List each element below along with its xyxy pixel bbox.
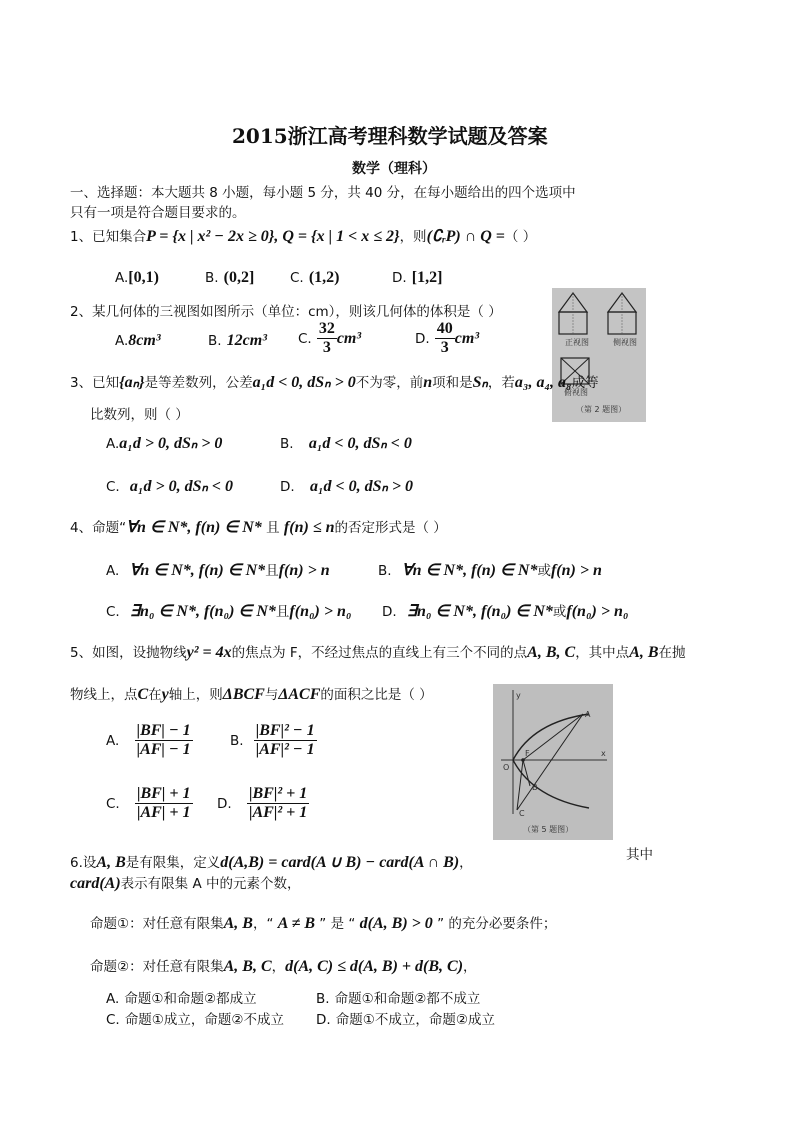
q2-c-unit: cm³	[336, 330, 362, 347]
q2-c-numerator: 32	[318, 320, 335, 337]
q2-b-label: B.	[208, 333, 222, 349]
q2-fig-label-side: 侧视图	[613, 338, 637, 347]
q6-d-label: D.	[316, 1012, 331, 1028]
q2-c-fraction	[317, 320, 337, 357]
q5-a-label: A.	[106, 733, 120, 749]
q6-c-label: C.	[106, 1012, 120, 1028]
q5-text-3: ，其中点	[575, 645, 630, 661]
q2-d-label: D.	[415, 331, 430, 347]
q4-option-d	[382, 600, 628, 621]
q5-a-denominator: |AF| − 1	[136, 741, 191, 758]
q2-fig-caption: （第 2 题图）	[576, 405, 627, 414]
q6-stem-line2	[70, 872, 300, 893]
q3-text-1: 3、已知	[70, 375, 120, 391]
q6-claim-2	[90, 955, 477, 976]
q4-c-expr-2: f(n₀) > n₀	[289, 603, 352, 620]
q3-c-value: a₁d > 0, dSₙ < 0	[129, 478, 233, 495]
q1-option-a	[115, 267, 159, 287]
q3-d-value: a₁d < 0, dSₙ > 0	[309, 478, 414, 495]
q3-terms: a₃, a₄, a₈	[514, 374, 572, 391]
q4-text-3: 的否定形式是（ ）	[334, 520, 447, 536]
q1-a-label: A.	[115, 270, 129, 286]
q2-b-value: 12cm³	[226, 332, 267, 349]
q2-fig-label-front: 正视图	[565, 338, 589, 347]
q1-a-value: [0,1)	[128, 269, 159, 286]
q4-b-expr: ∀n ∈ N*, f(n) ∈ N*	[401, 562, 538, 579]
q5-option-c	[106, 785, 193, 822]
q5-fig-f-label: F	[525, 749, 530, 758]
q5-b-denominator: |AF|² − 1	[255, 741, 315, 758]
q4-b-label: B.	[378, 563, 392, 579]
q2-a-value: 8cm³	[128, 332, 161, 349]
q4-b-conj: 或	[537, 563, 551, 579]
q5-text-1: 5、如图，设抛物线	[70, 645, 187, 661]
q3-d: a₁d < 0, dSₙ > 0	[252, 374, 356, 391]
q5-text-4: 在抛	[658, 645, 686, 661]
q4-expr-2: f(n) ≤ n	[283, 519, 335, 536]
q5-c-fraction	[135, 785, 193, 822]
q6-c1-ab: A, B	[223, 915, 253, 932]
q5-c-denominator: |AF| + 1	[136, 804, 191, 821]
q6-c2-text-3: ，	[463, 959, 477, 975]
q6-b-value: 命题①和命题②都不成立	[334, 991, 481, 1007]
q6-ab: A, B	[96, 854, 126, 871]
q3-d-label: D.	[280, 479, 295, 495]
q5-fig-x-label: x	[601, 749, 606, 758]
q5-parabola-figure	[493, 684, 613, 840]
q5-text-2: 的焦点为 F，不经过焦点的直线上有三个不同的点	[231, 645, 528, 661]
q6-definition: d(A,B) = card(A ∪ B) − card(A ∩ B)	[220, 854, 460, 871]
q3-option-c	[106, 476, 233, 496]
question-4-stem	[70, 516, 447, 537]
q2-d-unit: cm³	[454, 330, 480, 347]
q5-fig-y-label: y	[516, 691, 521, 700]
q5-points: A, B, C	[527, 644, 576, 661]
q5-parabola: y² = 4x	[186, 644, 232, 661]
q1-d-label: D.	[392, 270, 407, 286]
q3-c-label: C.	[106, 479, 120, 495]
q1-b-label: B.	[205, 270, 219, 286]
question-3-stem	[70, 371, 599, 392]
q6-option-a	[106, 987, 257, 1007]
question-5-stem	[70, 641, 686, 662]
q2-d-denominator: 3	[440, 339, 449, 356]
q6-b-label: B.	[316, 991, 330, 1007]
q5-l2-text-5: 的面积之比是（ ）	[320, 687, 433, 703]
q5-option-d	[217, 785, 309, 822]
page-subtitle: 数学（理科）	[352, 161, 436, 177]
question-1-stem	[70, 225, 536, 246]
q1-b-value: (0,2]	[223, 269, 255, 286]
q6-c2-ineq: d(A, C) ≤ d(A, B) + d(B, C)	[285, 958, 464, 975]
q5-option-a	[106, 722, 193, 759]
q5-triangle-1: ΔBCF	[222, 686, 265, 703]
q2-fig-label-top: 俯视图	[564, 388, 588, 397]
q2-c-label: C.	[298, 331, 312, 347]
q6-text-2: 是有限集，定义	[125, 855, 221, 871]
q1-blank: （ ）	[504, 229, 537, 245]
q3-a-label: A.	[106, 436, 120, 452]
q4-d-expr: ∃n₀ ∈ N*, f(n₀) ∈ N*	[406, 603, 553, 620]
q5-stem-line2	[70, 683, 433, 704]
q5-b-label: B.	[230, 733, 244, 749]
q4-option-a	[106, 559, 330, 580]
page-title: 2015浙江高考理科数学试题及答案	[232, 124, 548, 148]
q6-option-b	[316, 987, 480, 1007]
q4-c-conj: 且	[275, 604, 290, 620]
q5-a-fraction	[135, 722, 193, 759]
q2-three-view-drawing	[552, 288, 646, 422]
q5-c-label: C.	[106, 796, 120, 812]
section-instructions-line2: 只有一项是符合题目要求的。	[70, 205, 246, 221]
q6-c1-d: d(A, B) > 0	[359, 915, 433, 932]
q2-c-denominator: 3	[322, 339, 331, 356]
q3-text-3: 不为零，前	[355, 375, 424, 391]
q3-a-value: a₁d > 0, dSₙ > 0	[119, 435, 223, 452]
q6-c2-text-2: ，	[271, 959, 286, 975]
q2-d-fraction	[435, 320, 455, 357]
section-instructions-line1: 一、选择题：本大题共 8 小题，每小题 5 分，共 40 分，在每小题给出的四个选项中	[70, 185, 576, 201]
q6-c1-text-1: 命题①：对任意有限集	[90, 916, 224, 932]
question-2-stem: 2、某几何体的三视图如图所示（单位：cm），则该几何体的体积是（ ）	[70, 304, 502, 320]
q4-a-label: A.	[106, 563, 120, 579]
q2-three-view-figure	[552, 288, 646, 422]
q4-a-conj: 且	[265, 563, 279, 579]
q6-option-c	[106, 1008, 284, 1028]
q3-sequence: {aₙ}	[119, 374, 145, 391]
q2-option-c	[298, 320, 361, 357]
q6-option-d	[316, 1008, 495, 1028]
q3-text-6: 成等	[571, 375, 599, 391]
q5-fig-c-label: C	[519, 809, 525, 818]
q6-c1-neq: A ≠ B	[277, 915, 315, 932]
q6-claim-1	[90, 912, 556, 933]
q4-a-expr-2: f(n) > n	[278, 562, 330, 579]
q6-d-value: 命题①不成立，命题②成立	[335, 1012, 495, 1028]
q2-option-d	[415, 320, 479, 357]
q4-text-2: 且	[261, 520, 284, 536]
q3-option-b	[280, 433, 412, 453]
q3-text-4: 项和是	[432, 375, 473, 391]
q1-prefix: 1、已知集合	[70, 229, 147, 245]
q5-option-b	[230, 722, 317, 759]
q6-a-value: 命题①和命题②都成立	[124, 991, 257, 1007]
q5-fig-a-label: A	[585, 710, 591, 719]
q2-option-b	[208, 330, 267, 350]
q6-c2-text-1: 命题②：对任意有限集	[90, 959, 224, 975]
q3-option-d	[280, 476, 413, 496]
q4-text-1: 4、命题“	[70, 520, 127, 536]
q3-n: n	[423, 374, 433, 391]
q4-expr-1: ∀n ∈ N*, f(n) ∈ N*	[126, 519, 262, 536]
q2-d-numerator: 40	[436, 320, 453, 337]
q1-middle: ，则	[399, 229, 427, 245]
q1-option-b	[205, 267, 254, 287]
q1-sets: P = {x | x² − 2x ≥ 0}, Q = {x | 1 < x ≤ 2}	[146, 228, 400, 245]
q6-card: card(A)	[70, 875, 121, 892]
q5-c: C	[137, 686, 149, 703]
q4-d-expr-2: f(n₀) > n₀	[566, 603, 629, 620]
q3-stem-line2: 比数列，则（ ）	[90, 407, 189, 423]
q4-option-c	[106, 600, 351, 621]
q5-parabola-drawing	[493, 684, 613, 840]
q5-b-numerator: |BF|² − 1	[255, 722, 315, 739]
q5-l2-text-1: 物线上，点	[70, 687, 138, 703]
q4-c-expr: ∃n₀ ∈ N*, f(n₀) ∈ N*	[129, 603, 276, 620]
q5-fig-o-label: O	[503, 763, 510, 772]
q5-triangle-2: ΔACF	[278, 686, 321, 703]
q3-b-value: a₁d < 0, dSₙ < 0	[308, 435, 412, 452]
question-6-stem	[70, 851, 473, 872]
q3-text-5: ，若	[487, 375, 515, 391]
q6-c1-text-2: ，“	[252, 916, 278, 932]
q1-option-c	[290, 267, 339, 287]
q4-b-expr-2: f(n) > n	[550, 562, 602, 579]
q1-c-value: (1,2)	[308, 269, 340, 286]
q4-a-expr: ∀n ∈ N*, f(n) ∈ N*	[129, 562, 266, 579]
q5-ab: A, B	[629, 644, 659, 661]
q4-c-label: C.	[106, 604, 120, 620]
q4-d-conj: 或	[552, 604, 567, 620]
q5-d-denominator: |AF|² + 1	[248, 804, 308, 821]
q1-c-label: C.	[290, 270, 304, 286]
q4-option-b	[378, 559, 602, 580]
q6-a-label: A.	[106, 991, 120, 1007]
q6-c-value: 命题①成立，命题②不成立	[124, 1012, 285, 1028]
q5-d-label: D.	[217, 796, 232, 812]
q2-option-a	[115, 330, 161, 350]
q5-c-numerator: |BF| + 1	[136, 785, 191, 802]
q6-text-1: 6.设	[70, 855, 97, 871]
q5-d-numerator: |BF|² + 1	[248, 785, 308, 802]
q5-l2-text-4: 与	[264, 687, 279, 703]
q1-expr: (∁ᵣP) ∩ Q =	[426, 228, 505, 245]
q6-c1-text-4: ” 的充分必要条件；	[432, 916, 557, 932]
q5-fig-caption: （第 5 题图）	[523, 825, 574, 834]
q5-l2-text-3: 轴上，则	[168, 687, 223, 703]
q6-aside-text: 其中	[626, 847, 653, 863]
q5-b-fraction	[254, 722, 317, 759]
q3-option-a	[106, 433, 222, 453]
q6-text-3: ，	[459, 855, 473, 871]
q5-l2-text-2: 在	[148, 687, 162, 703]
q1-d-value: [1,2]	[411, 269, 443, 286]
q4-d-label: D.	[382, 604, 397, 620]
q6-c1-text-3: ” 是 “	[315, 916, 360, 932]
q3-b-label: B.	[280, 436, 294, 452]
q6-c2-abc: A, B, C	[223, 958, 272, 975]
q1-option-d	[392, 267, 442, 287]
q6-l2-text: 表示有限集 A 中的元素个数，	[120, 876, 301, 892]
q2-a-label: A.	[115, 333, 129, 349]
q5-d-fraction	[247, 785, 309, 822]
q3-sn: Sₙ	[472, 374, 488, 391]
q5-y: y	[161, 686, 169, 703]
q5-a-numerator: |BF| − 1	[136, 722, 191, 739]
q5-fig-b-label: B	[532, 783, 538, 792]
q3-text-2: 是等差数列，公差	[144, 375, 253, 391]
